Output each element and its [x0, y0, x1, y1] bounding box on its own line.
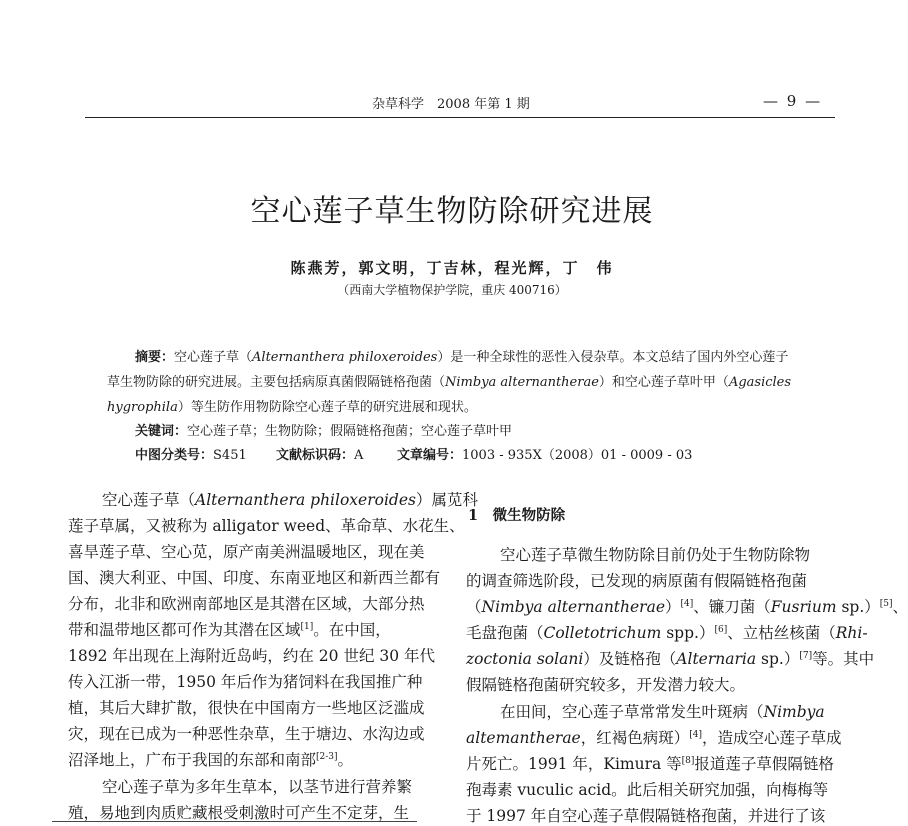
right-line-11: 于 1997 年自空心莲子草假隔链格孢菌，并进行了该	[466, 807, 826, 825]
citation: [2-3]	[316, 751, 338, 762]
doc-code-value: A	[354, 448, 364, 463]
citation: [8]	[681, 755, 695, 766]
article-id-label: 文章编号：	[397, 448, 463, 463]
right-line-2: 的调查筛选阶段，已发现的病原菌有假隔链格孢菌	[466, 572, 808, 590]
left-line-1: 空心莲子草（Alternanthera philoxeroides）属苋科	[102, 491, 478, 509]
keywords-label: 关键词：	[135, 424, 188, 439]
right-line-4: 毛盘孢菌（Colletotrichum spp.）[6]、立枯丝核菌（Rhi-	[466, 624, 868, 642]
clc-label: 中图分类号：	[135, 448, 214, 463]
right-line-9: 片死亡。1991 年，Kimura 等[8]报道莲子草假隔链格	[466, 755, 834, 773]
paper-title: 空心莲子草生物防除研究进展	[250, 194, 654, 229]
classification-line	[135, 444, 247, 463]
abstract-line-1: 摘要：空心莲子草（Alternanthera philoxeroides）是一种全球性的恶性入侵杂草。本文总结了国内外空心莲子	[135, 350, 789, 365]
right-line-5: zoctonia solani）及链格孢（Alternaria sp.）[7]等。其中	[466, 650, 875, 668]
doc-code-label: 文献标识码：	[276, 448, 355, 463]
footnote-rule	[52, 821, 417, 822]
citation: [6]	[714, 624, 728, 635]
paper-affiliation: （西南大学植物保护学院，重庆 400716）	[337, 283, 567, 297]
left-line-10: 灾，现在已成为一种恶性杂草，生于塘边、水沟边或	[68, 725, 425, 743]
right-line-10: 孢毒素 vuculic acid。此后相关研究加强，向梅梅等	[466, 781, 829, 799]
left-line-8: 传入江浙一带，1950 年后作为猪饲料在我国推广种	[68, 673, 423, 691]
right-line-6: 假隔链格孢菌研究较多，开发潜力较大。	[466, 676, 746, 694]
abstract-line-3: hygrophila）等生防作用物防除空心莲子草的研究进展和现状。	[107, 400, 477, 415]
left-line-3: 喜旱莲子草、空心苋，原产南美洲温暖地区，现在美	[68, 543, 425, 561]
left-line-11: 沼泽地上，广布于我国的东部和南部[2-3]。	[68, 751, 354, 769]
citation: [4]	[689, 729, 702, 740]
doc-code-line	[276, 444, 363, 463]
left-line-7: 1892 年出现在上海附近岛屿，约在 20 世纪 30 年代	[68, 647, 436, 665]
left-line-13: 殖，易地到肉质贮藏根受刺激时可产生不定芽，生	[68, 804, 410, 822]
article-id-value: 1003 - 935X（2008）01 - 0009 - 03	[462, 448, 693, 463]
left-line-4: 国、澳大利亚、中国、印度、东南亚地区和新西兰都有	[68, 569, 441, 587]
left-line-5: 分布，北非和欧洲南部地区是其潜在区域，大部分热	[68, 595, 425, 613]
right-line-1: 空心莲子草微生物防除目前仍处于生物防除物	[500, 546, 811, 564]
paper-authors: 陈燕芳，郭文明，丁吉林，程光辉，丁 伟	[290, 259, 614, 277]
section-heading: 1 微生物防除	[468, 507, 566, 524]
citation: [1]	[300, 621, 314, 632]
right-line-8: altemantherae，红褐色病斑）[4]，造成空心莲子草成	[466, 729, 842, 747]
abstract-line-2: 草生物防除的研究进展。主要包括病原真菌假隔链格孢菌（Nimbya alternantherae）和空心莲子草叶甲（Agasicles	[107, 375, 792, 390]
right-line-7: 在田间，空心莲子草常常发生叶斑病（Nimbya	[500, 703, 825, 721]
clc-value: S451	[213, 448, 247, 463]
left-line-12: 空心莲子草为多年生草本，以茎节进行营养繁	[102, 778, 413, 796]
citation: [5]	[879, 598, 893, 609]
article-id-line	[397, 444, 692, 463]
abstract-label: 摘要：	[135, 350, 175, 365]
left-line-9: 植，其后大肆扩散，很快在中国南方一些地区泛滥成	[68, 699, 425, 717]
page-number: — 9 —	[763, 92, 823, 110]
citation: [4]	[680, 598, 694, 609]
citation: [7]	[799, 650, 813, 661]
keywords-line	[135, 420, 512, 439]
left-line-6: 带和温带地区都可作为其潜在区域[1]。在中国，	[68, 621, 391, 639]
journal-issue-header: 杂草科学 2008 年第 1 期	[372, 97, 530, 112]
keywords-text: 空心莲子草；生物防除；假隔链格孢菌；空心莲子草叶甲	[187, 424, 513, 439]
header-rule	[85, 117, 835, 118]
left-line-2: 莲子草属，又被称为 alligator weed、革命草、水花生、	[68, 517, 465, 535]
right-line-3: （Nimbya alternantherae）[4]、镰刀菌（Fusrium sp.）[5]、	[466, 598, 908, 616]
